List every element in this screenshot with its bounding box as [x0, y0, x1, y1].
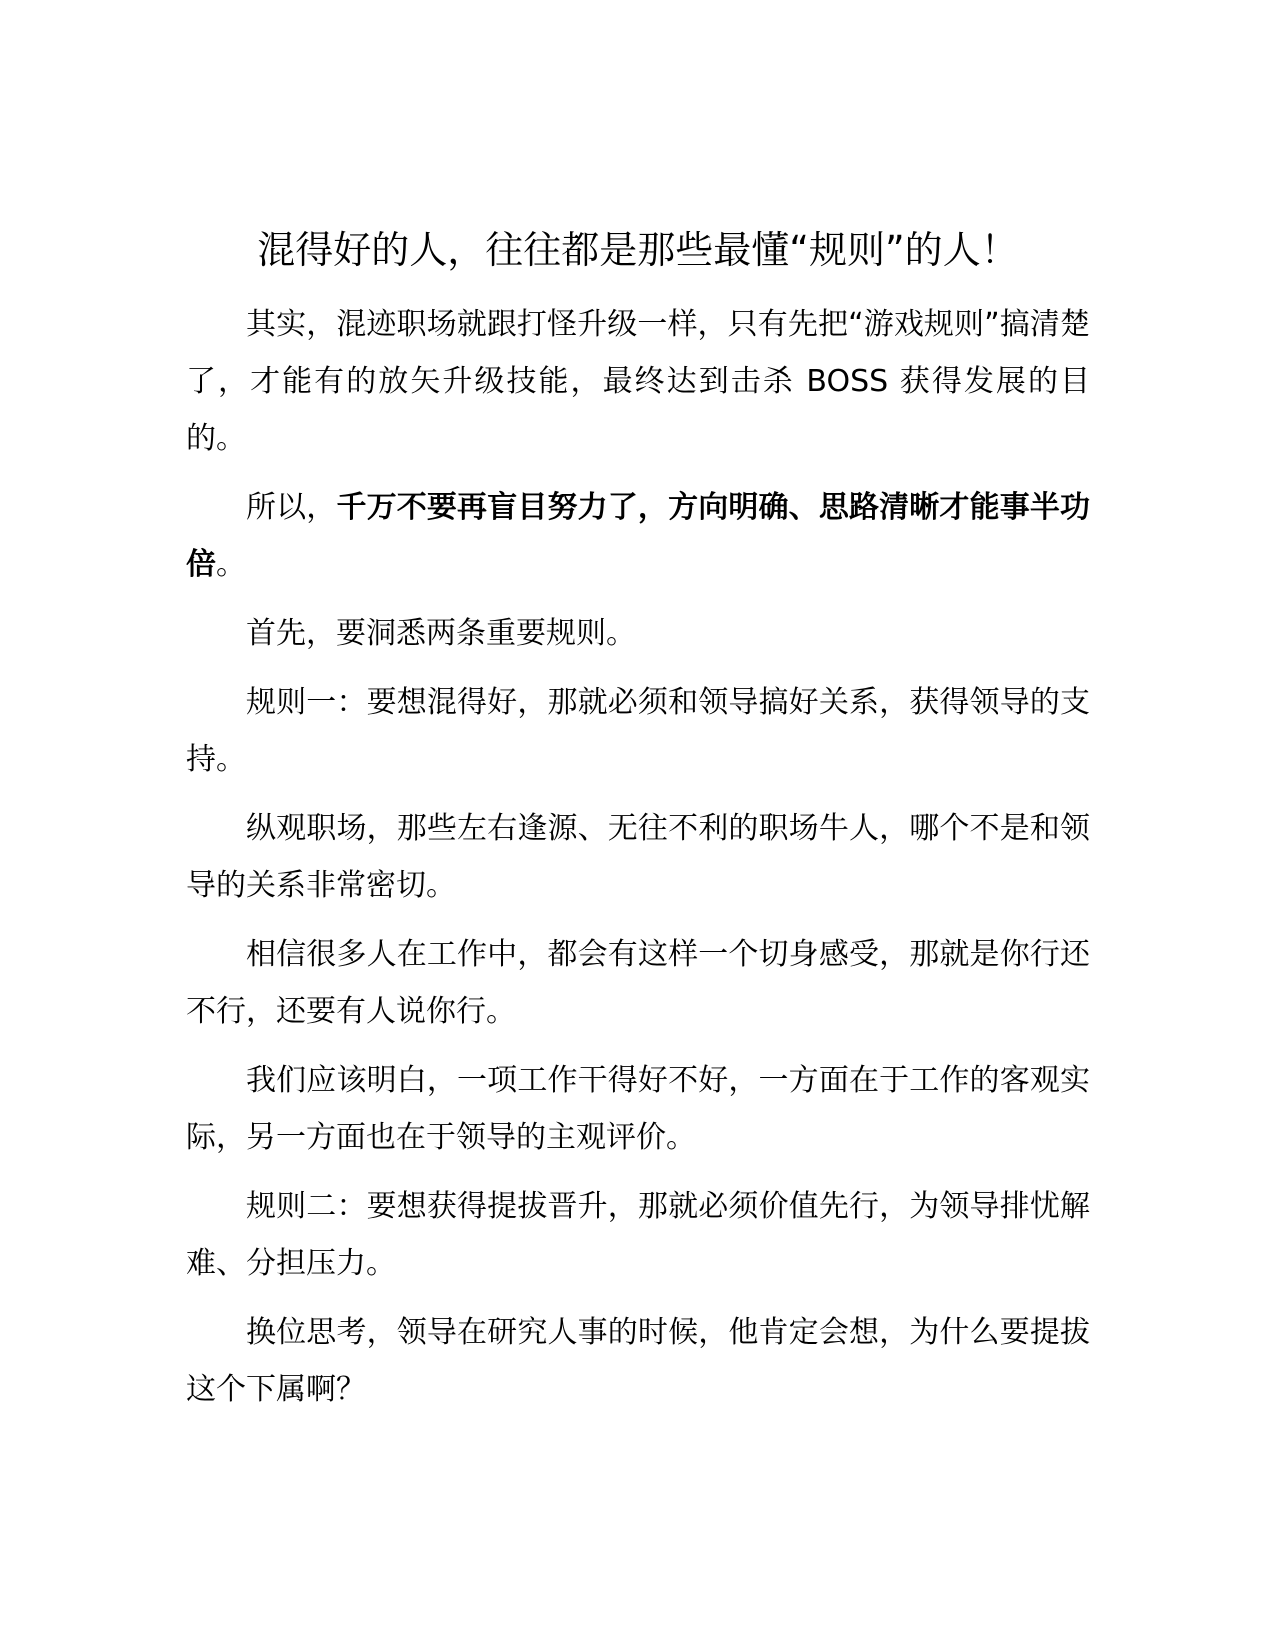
paragraph-5: 纵观职场，那些左右逢源、无往不利的职场牛人，哪个不是和领导的关系非常密切。 [186, 811, 1090, 903]
paragraph-7: 我们应该明白，一项工作干得好不好，一方面在于工作的客观实际，另一方面也在于领导的主观评价。 [186, 1063, 1090, 1155]
paragraph-2-bold: 千万不要再盲目努力了，方向明确、思路清晰才能事半功倍 [186, 490, 1091, 582]
paragraph-2-lead: 所以， [246, 490, 337, 525]
document-page [186, 220, 1090, 1430]
paragraph-2 [186, 479, 1090, 593]
paragraph-3: 首先，要洞悉两条重要规则。 [246, 616, 636, 651]
paragraph-2-tail: 。 [216, 547, 246, 582]
document-title: 混得好的人，往往都是那些最懂“规则”的人！ [257, 228, 1019, 272]
paragraph-8: 规则二：要想获得提拔晋升，那就必须价值先行，为领导排忧解难、分担压力。 [186, 1189, 1090, 1281]
paragraph-9: 换位思考，领导在研究人事的时候，他肯定会想，为什么要提拔这个下属啊？ [186, 1315, 1090, 1407]
paragraph-1: 其实，混迹职场就跟打怪升级一样，只有先把“游戏规则”搞清楚了，才能有的放矢升级技能，最终达到击杀 BOSS 获得发展的目的。 [186, 307, 1090, 456]
paragraph-6: 相信很多人在工作中，都会有这样一个切身感受，那就是你行还不行，还要有人说你行。 [186, 937, 1090, 1029]
paragraph-4: 规则一：要想混得好，那就必须和领导搞好关系，获得领导的支持。 [186, 685, 1090, 777]
